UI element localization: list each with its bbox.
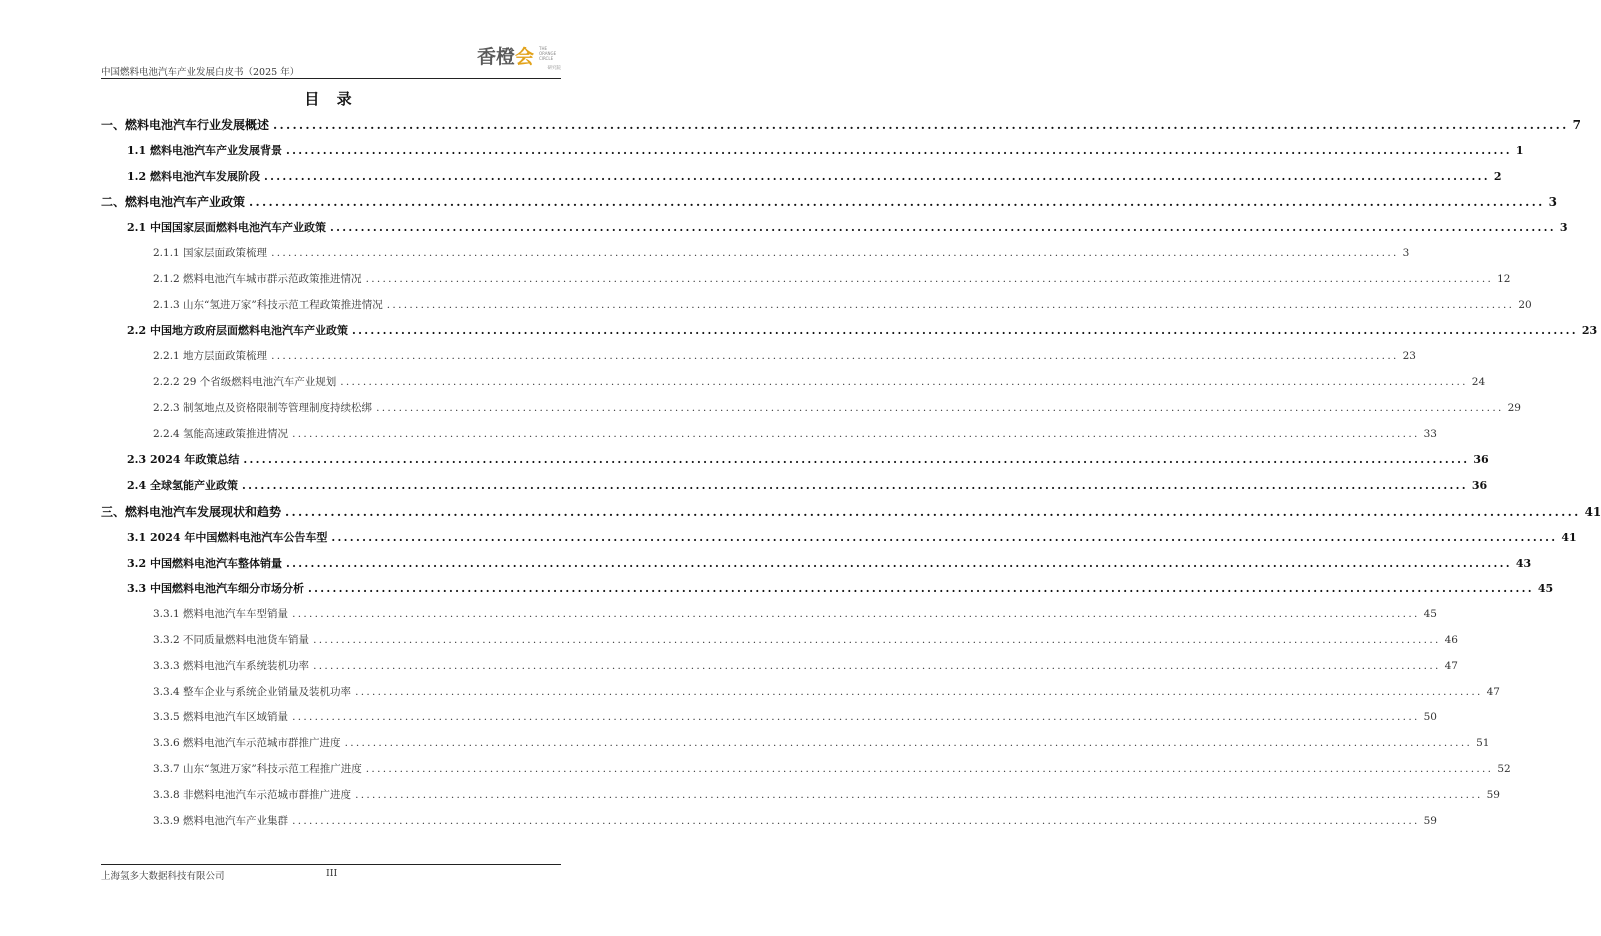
page-number: III — [326, 868, 338, 879]
toc-entry[interactable] — [153, 374, 1486, 389]
toc-entry-label: 3.3.9 燃料电池汽车产业集群 — [153, 814, 289, 827]
toc-leader-dots: ........................................................................................................................................................................................................ — [273, 118, 1569, 132]
toc-entry-label: 3.1 2024 年中国燃料电池汽车公告车型 — [127, 530, 328, 544]
header-divider — [101, 78, 561, 79]
toc-entry[interactable] — [153, 606, 1437, 621]
toc-entry-page: 41 — [1584, 505, 1601, 519]
toc-entry-label: 2.1 中国国家层面燃料电池汽车产业政策 — [127, 221, 326, 235]
toc-entry-page: 33 — [1423, 427, 1437, 440]
toc-entry[interactable] — [127, 219, 1568, 235]
toc-entry-label: 二、燃料电池汽车产业政策 — [101, 195, 246, 210]
toc-entry-label: 2.2.4 氢能高速政策推进情况 — [153, 427, 289, 440]
toc-entry[interactable] — [101, 193, 1557, 210]
toc-leader-dots: ........................................................................................................................................................................................................ — [292, 711, 1420, 724]
toc-entry[interactable] — [127, 529, 1577, 545]
toc-entry-label: 2.2 中国地方政府层面燃料电池汽车产业政策 — [127, 324, 348, 338]
toc-leader-dots: ........................................................................................................................................................................................................ — [344, 737, 1473, 750]
toc-entry-page: 52 — [1497, 763, 1511, 775]
toc-entry[interactable] — [153, 658, 1458, 673]
toc-entry-label: 2.3 2024 年政策总结 — [127, 453, 240, 467]
toc-entry[interactable] — [153, 245, 1410, 260]
toc-leader-dots: ........................................................................................................................................................................................................ — [340, 376, 1468, 388]
toc-entry[interactable] — [153, 271, 1511, 286]
toc-entry-label: 3.3.3 燃料电池汽车系统装机功率 — [153, 659, 310, 672]
toc-entry-page: 3 — [1548, 195, 1557, 210]
toc-entry-label: 3.3.2 不同质量燃料电池货车销量 — [153, 634, 310, 646]
toc-entry-label: 3.2 中国燃料电池汽车整体销量 — [127, 556, 282, 570]
toc-leader-dots: ........................................................................................................................................................................................................ — [351, 324, 1578, 338]
toc-entry[interactable] — [153, 709, 1437, 724]
toc-leader-dots: ........................................................................................................................................................................................................ — [285, 556, 1512, 570]
toc-entry-page: 2 — [1493, 169, 1502, 183]
toc-leader-dots: ........................................................................................................................................................................................................ — [313, 634, 1441, 646]
document-title: 中国燃料电池汽车产业发展白皮书（2025 年） — [101, 67, 300, 78]
toc-entry-page: 3 — [1559, 221, 1568, 235]
toc-entry[interactable] — [127, 168, 1502, 184]
toc-leader-dots: ........................................................................................................................................................................................................ — [376, 401, 1504, 414]
toc-entry[interactable] — [127, 451, 1489, 467]
toc-leader-dots: ........................................................................................................................................................................................................ — [271, 350, 1399, 363]
footer-company: 上海氢多大数据科技有限公司 — [101, 871, 225, 882]
toc-entry-page: 12 — [1497, 272, 1511, 285]
toc-leader-dots: ........................................................................................................................................................................................................ — [292, 814, 1420, 827]
toc-leader-dots: ........................................................................................................................................................................................................ — [307, 582, 1534, 596]
toc-leader-dots: ........................................................................................................................................................................................................ — [249, 195, 1545, 210]
toc-entry-page: 41 — [1561, 530, 1577, 544]
toc-entry-label: 2.4 全球氢能产业政策 — [127, 479, 238, 493]
toc-leader-dots: ........................................................................................................................................................................................................ — [331, 530, 1558, 544]
toc-entry-page: 45 — [1423, 608, 1437, 621]
toc-entry-page: 23 — [1402, 350, 1416, 363]
toc-entry[interactable] — [153, 297, 1532, 312]
toc-entry-label: 2.1.3 山东“氢进万家”科技示范工程政策推进情况 — [153, 298, 383, 311]
toc-entry[interactable] — [153, 632, 1458, 647]
toc-entry-label: 3.3 中国燃料电池汽车细分市场分析 — [127, 582, 304, 596]
toc-leader-dots: ........................................................................................................................................................................................................ — [271, 247, 1399, 259]
toc-entry[interactable] — [127, 477, 1488, 493]
toc-entry-page: 43 — [1515, 556, 1532, 570]
toc-entry-page: 1 — [1515, 143, 1524, 157]
toc-leader-dots: ........................................................................................................................................................................................................ — [355, 685, 1483, 698]
toc-entry[interactable] — [127, 580, 1554, 596]
toc-entry-page: 29 — [1507, 401, 1521, 414]
toc-entry[interactable] — [153, 813, 1437, 828]
toc-entry-page: 47 — [1444, 659, 1458, 672]
toc-entry[interactable] — [101, 116, 1581, 133]
logo-wordmark — [477, 42, 534, 69]
toc-leader-dots: ........................................................................................................................................................................................................ — [263, 169, 1490, 183]
toc-leader-dots: ........................................................................................................................................................................................................ — [386, 298, 1515, 311]
logo-subtitle: THE ORANGE CIRCLE — [539, 46, 557, 61]
logo-accent-text: 会 — [515, 46, 535, 68]
toc-entry[interactable] — [127, 555, 1532, 571]
toc-leader-dots: ........................................................................................................................................................................................................ — [355, 788, 1483, 801]
toc-entry-page: 23 — [1581, 324, 1598, 338]
toc-entry-label: 3.3.6 燃料电池汽车示范城市群推广进度 — [153, 737, 341, 750]
toc-entry-label: 2.1.2 燃料电池汽车城市群示范政策推进情况 — [153, 272, 362, 285]
toc-entry-label: 1.1 燃料电池汽车产业发展背景 — [127, 143, 282, 157]
toc-entry-page: 24 — [1471, 376, 1486, 388]
toc-entry-label: 三、燃料电池汽车发展现状和趋势 — [101, 505, 282, 519]
toc-entry-label: 2.2.3 制氢地点及资格限制等管理制度持续松绑 — [153, 401, 373, 414]
toc-entry-label: 2.2.2 29 个省级燃料电池汽车产业规划 — [153, 376, 337, 388]
toc-entry[interactable] — [153, 735, 1490, 750]
toc-entry-page: 20 — [1518, 298, 1532, 311]
toc-leader-dots: ........................................................................................................................................................................................................ — [243, 453, 1470, 467]
toc-entry-page: 47 — [1486, 685, 1500, 698]
toc-entry[interactable] — [153, 400, 1521, 415]
toc-entry[interactable] — [101, 503, 1601, 520]
toc-entry-page: 46 — [1444, 634, 1458, 646]
toc-leader-dots: ........................................................................................................................................................................................................ — [329, 221, 1556, 235]
toc-entry-page: 36 — [1471, 479, 1488, 493]
toc-entry-label: 一、燃料电池汽车行业发展概述 — [101, 118, 270, 132]
toc-heading: 目 录 — [304, 90, 358, 108]
toc-entry-page: 59 — [1486, 788, 1500, 801]
toc-leader-dots: ........................................................................................................................................................................................................ — [241, 479, 1468, 493]
toc-entry-label: 3.3.5 燃料电池汽车区域销量 — [153, 711, 289, 724]
toc-leader-dots: ........................................................................................................................................................................................................ — [313, 659, 1441, 672]
page-header — [101, 40, 561, 76]
logo-subtitle-2: 研究院 — [547, 66, 561, 71]
toc-entry[interactable] — [127, 322, 1598, 338]
toc-leader-dots: ........................................................................................................................................................................................................ — [365, 272, 1494, 285]
toc-leader-dots: ........................................................................................................................................................................................................ — [365, 763, 1494, 775]
logo-main-text: 香橙 — [477, 46, 516, 68]
toc-entry[interactable] — [153, 684, 1500, 699]
toc-entry-page: 3 — [1402, 247, 1410, 259]
toc-leader-dots: ........................................................................................................................................................................................................ — [292, 608, 1420, 621]
toc-entry-page: 59 — [1423, 814, 1437, 827]
toc-leader-dots: ........................................................................................................................................................................................................ — [285, 505, 1581, 519]
toc-entry-label: 3.3.4 整车企业与系统企业销量及装机功率 — [153, 685, 352, 698]
toc-entry-page: 7 — [1572, 118, 1581, 132]
toc-entry[interactable] — [153, 426, 1437, 441]
company-logo — [477, 42, 561, 70]
toc-entry-page: 51 — [1476, 737, 1490, 750]
toc-leader-dots: ........................................................................................................................................................................................................ — [285, 143, 1512, 157]
toc-entry-label: 3.3.1 燃料电池汽车车型销量 — [153, 608, 289, 621]
toc-entry-label: 2.1.1 国家层面政策梳理 — [153, 247, 268, 259]
toc-entry[interactable] — [153, 761, 1511, 776]
footer-divider — [101, 864, 561, 865]
toc-entry-label: 1.2 燃料电池汽车发展阶段 — [127, 169, 260, 183]
toc-leader-dots: ........................................................................................................................................................................................................ — [292, 427, 1420, 440]
toc-entry[interactable] — [127, 142, 1524, 158]
toc-entry-label: 3.3.8 非燃料电池汽车示范城市群推广进度 — [153, 788, 352, 801]
toc-entry-label: 3.3.7 山东“氢进万家”科技示范工程推广进度 — [153, 763, 362, 775]
toc-entry[interactable] — [153, 787, 1500, 802]
toc-entry-page: 45 — [1537, 582, 1554, 596]
toc-entry-label: 2.2.1 地方层面政策梳理 — [153, 350, 268, 363]
toc-entry-page: 50 — [1423, 711, 1437, 724]
toc-entry-page: 36 — [1473, 453, 1489, 467]
toc-entry[interactable] — [153, 348, 1416, 363]
